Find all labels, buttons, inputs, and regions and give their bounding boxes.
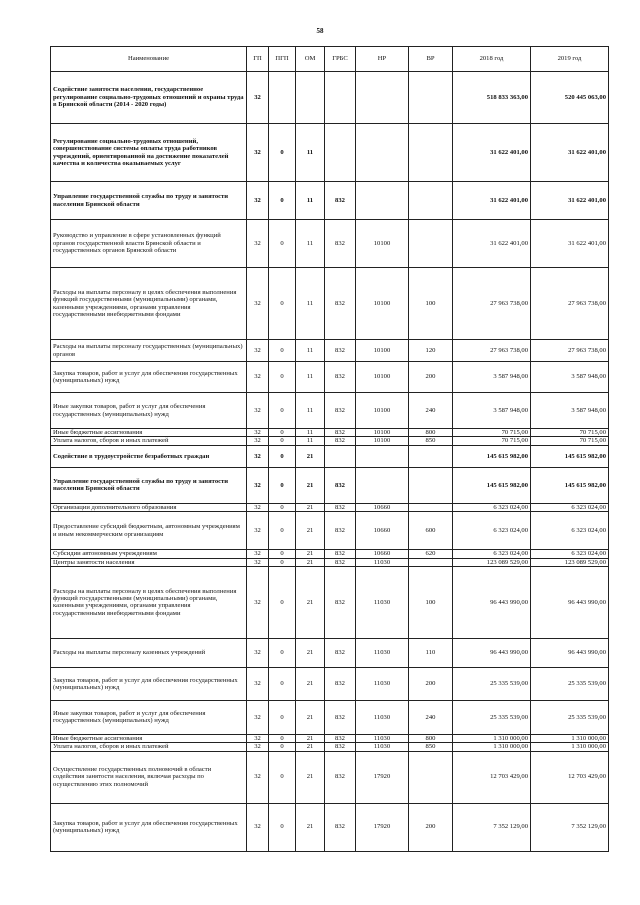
- cell-amount-2019: 7 352 129,00: [531, 803, 609, 851]
- cell-om: 21: [296, 751, 325, 803]
- cell-pgp: 0: [269, 429, 296, 437]
- cell-nr: 11030: [356, 638, 409, 667]
- cell-gp: 32: [247, 220, 269, 268]
- cell-pgp: 0: [269, 558, 296, 566]
- table-row: [51, 72, 609, 124]
- cell-gp: 32: [247, 503, 269, 511]
- cell-om: 21: [296, 667, 325, 700]
- table-row: [51, 743, 609, 751]
- cell-grbs: 832: [325, 340, 356, 362]
- cell-amount-2018: 7 352 129,00: [453, 803, 531, 851]
- cell-om: 11: [296, 437, 325, 445]
- cell-nr: 10100: [356, 362, 409, 393]
- cell-nr: 11030: [356, 566, 409, 638]
- cell-name: Закупка товаров, работ и услуг для обеспечения государственных (муниципальных) нужд: [51, 362, 247, 393]
- cell-nr: 11030: [356, 667, 409, 700]
- cell-vr: 240: [409, 700, 453, 734]
- cell-pgp: 0: [269, 700, 296, 734]
- cell-pgp: 0: [269, 124, 296, 182]
- cell-gp: 32: [247, 550, 269, 558]
- cell-nr: [356, 445, 409, 467]
- cell-grbs: 832: [325, 751, 356, 803]
- cell-grbs: 832: [325, 362, 356, 393]
- cell-pgp: 0: [269, 182, 296, 220]
- cell-gp: 32: [247, 700, 269, 734]
- cell-nr: 11030: [356, 558, 409, 566]
- cell-om: 11: [296, 429, 325, 437]
- cell-amount-2018: 31 622 401,00: [453, 124, 531, 182]
- cell-gp: 32: [247, 467, 269, 503]
- table-row: [51, 512, 609, 550]
- cell-nr: 10660: [356, 512, 409, 550]
- table-row: [51, 803, 609, 851]
- cell-grbs: 832: [325, 503, 356, 511]
- table-row: [51, 734, 609, 742]
- cell-pgp: 0: [269, 803, 296, 851]
- cell-name: Содействие занятости населения, государственное регулирование социально-трудовых отношений и охраны труда в Брянской области (2014 - 2020 годы): [51, 72, 247, 124]
- table-row: [51, 503, 609, 511]
- cell-gp: 32: [247, 182, 269, 220]
- table-row: [51, 638, 609, 667]
- cell-pgp: 0: [269, 734, 296, 742]
- cell-gp: 32: [247, 751, 269, 803]
- cell-nr: 10100: [356, 268, 409, 340]
- cell-amount-2019: 27 963 738,00: [531, 340, 609, 362]
- cell-nr: 10100: [356, 220, 409, 268]
- cell-name: Расходы на выплаты персоналу казенных учреждений: [51, 638, 247, 667]
- cell-om: 11: [296, 220, 325, 268]
- cell-amount-2018: 3 587 948,00: [453, 393, 531, 429]
- cell-grbs: 832: [325, 467, 356, 503]
- cell-pgp: 0: [269, 220, 296, 268]
- table-row: [51, 550, 609, 558]
- cell-name: Иные закупки товаров, работ и услуг для обеспечения государственных (муниципальных) нужд: [51, 700, 247, 734]
- cell-name: Закупка товаров, работ и услуг для обеспечения государственных (муниципальных) нужд: [51, 667, 247, 700]
- cell-gp: 32: [247, 566, 269, 638]
- cell-amount-2018: 96 443 990,00: [453, 638, 531, 667]
- cell-grbs: 832: [325, 743, 356, 751]
- cell-amount-2019: 96 443 990,00: [531, 638, 609, 667]
- cell-om: 21: [296, 503, 325, 511]
- cell-amount-2019: 12 703 429,00: [531, 751, 609, 803]
- cell-vr: [409, 503, 453, 511]
- cell-om: 21: [296, 566, 325, 638]
- header-name: Наименование: [51, 47, 247, 72]
- cell-amount-2018: 145 615 982,00: [453, 445, 531, 467]
- page-number: 58: [316, 27, 324, 35]
- cell-pgp: 0: [269, 566, 296, 638]
- cell-name: Расходы на выплаты персоналу в целях обеспечения выполнения функций государственными (муниципальными) органами, казенными учреждениями, органами управления государственными внебюджетными фондами: [51, 268, 247, 340]
- cell-om: 21: [296, 558, 325, 566]
- table-row: [51, 751, 609, 803]
- cell-om: 11: [296, 362, 325, 393]
- table-row: [51, 182, 609, 220]
- cell-grbs: 832: [325, 220, 356, 268]
- cell-gp: 32: [247, 393, 269, 429]
- cell-amount-2018: 25 335 539,00: [453, 667, 531, 700]
- cell-amount-2019: 96 443 990,00: [531, 566, 609, 638]
- cell-grbs: 832: [325, 393, 356, 429]
- table-row: [51, 268, 609, 340]
- cell-name: Центры занятости населения: [51, 558, 247, 566]
- cell-gp: 32: [247, 437, 269, 445]
- cell-vr: [409, 220, 453, 268]
- table-row: [51, 220, 609, 268]
- cell-nr: 10100: [356, 340, 409, 362]
- cell-nr: 11030: [356, 734, 409, 742]
- cell-amount-2019: 1 310 000,00: [531, 743, 609, 751]
- cell-name: Закупка товаров, работ и услуг для обеспечения государственных (муниципальных) нужд: [51, 803, 247, 851]
- header-grbs: ГРБС: [325, 47, 356, 72]
- cell-amount-2018: 25 335 539,00: [453, 700, 531, 734]
- cell-amount-2019: 3 587 948,00: [531, 393, 609, 429]
- header-2019: 2019 год: [531, 47, 609, 72]
- cell-name: Иные закупки товаров, работ и услуг для обеспечения государственных (муниципальных) нужд: [51, 393, 247, 429]
- cell-om: 11: [296, 182, 325, 220]
- cell-amount-2019: 70 715,00: [531, 437, 609, 445]
- cell-amount-2018: 27 963 738,00: [453, 268, 531, 340]
- cell-pgp: 0: [269, 268, 296, 340]
- cell-vr: 800: [409, 429, 453, 437]
- cell-amount-2019: 145 615 982,00: [531, 445, 609, 467]
- cell-name: Управление государственной службы по труду и занятости населения Брянской области: [51, 182, 247, 220]
- cell-vr: [409, 124, 453, 182]
- cell-name: Управление государственной службы по труду и занятости населения Брянской области: [51, 467, 247, 503]
- cell-gp: 32: [247, 512, 269, 550]
- cell-gp: 32: [247, 558, 269, 566]
- cell-om: 21: [296, 700, 325, 734]
- cell-name: Содействие в трудоустройстве безработных граждан: [51, 445, 247, 467]
- cell-gp: 32: [247, 429, 269, 437]
- cell-vr: 120: [409, 340, 453, 362]
- cell-vr: [409, 751, 453, 803]
- table-row: [51, 340, 609, 362]
- cell-nr: 11030: [356, 743, 409, 751]
- cell-amount-2019: 31 622 401,00: [531, 124, 609, 182]
- header-pgp: ПГП: [269, 47, 296, 72]
- cell-om: 11: [296, 124, 325, 182]
- cell-amount-2018: 31 622 401,00: [453, 182, 531, 220]
- cell-amount-2019: 3 587 948,00: [531, 362, 609, 393]
- cell-om: 21: [296, 512, 325, 550]
- cell-vr: 110: [409, 638, 453, 667]
- cell-grbs: 832: [325, 803, 356, 851]
- cell-om: [296, 72, 325, 124]
- cell-amount-2018: 96 443 990,00: [453, 566, 531, 638]
- cell-name: Уплата налогов, сборов и иных платежей: [51, 437, 247, 445]
- cell-name: Руководство и управление в сфере установленных функций органов государственной власти Брянской области и государственных органов Брянской области: [51, 220, 247, 268]
- cell-pgp: 0: [269, 340, 296, 362]
- cell-nr: 10100: [356, 429, 409, 437]
- cell-om: 21: [296, 467, 325, 503]
- cell-gp: 32: [247, 803, 269, 851]
- cell-grbs: 832: [325, 638, 356, 667]
- cell-amount-2018: 6 323 024,00: [453, 550, 531, 558]
- cell-amount-2018: 1 310 000,00: [453, 743, 531, 751]
- table-row: [51, 667, 609, 700]
- cell-amount-2019: 123 089 529,00: [531, 558, 609, 566]
- cell-vr: [409, 182, 453, 220]
- cell-pgp: 0: [269, 743, 296, 751]
- cell-grbs: 832: [325, 512, 356, 550]
- cell-pgp: 0: [269, 550, 296, 558]
- header-gp: ГП: [247, 47, 269, 72]
- cell-nr: 17920: [356, 751, 409, 803]
- cell-nr: [356, 467, 409, 503]
- cell-gp: 32: [247, 734, 269, 742]
- cell-amount-2018: 12 703 429,00: [453, 751, 531, 803]
- cell-nr: [356, 72, 409, 124]
- cell-nr: 10660: [356, 550, 409, 558]
- cell-amount-2019: 31 622 401,00: [531, 182, 609, 220]
- cell-grbs: 832: [325, 268, 356, 340]
- cell-grbs: [325, 72, 356, 124]
- cell-amount-2019: 25 335 539,00: [531, 700, 609, 734]
- cell-name: Осуществление государственных полномочий в области содействия занятости населения, включая расходы по осуществлению этих полномочий: [51, 751, 247, 803]
- cell-pgp: 0: [269, 751, 296, 803]
- cell-pgp: 0: [269, 467, 296, 503]
- cell-pgp: 0: [269, 393, 296, 429]
- cell-vr: [409, 72, 453, 124]
- cell-amount-2019: 70 715,00: [531, 429, 609, 437]
- cell-grbs: 832: [325, 437, 356, 445]
- cell-nr: 10100: [356, 437, 409, 445]
- cell-pgp: [269, 72, 296, 124]
- cell-nr: 10100: [356, 393, 409, 429]
- cell-amount-2018: 518 833 363,00: [453, 72, 531, 124]
- cell-pgp: 0: [269, 638, 296, 667]
- cell-vr: [409, 558, 453, 566]
- cell-nr: 10660: [356, 503, 409, 511]
- cell-amount-2019: 6 323 024,00: [531, 512, 609, 550]
- cell-vr: 850: [409, 743, 453, 751]
- cell-name: Расходы на выплаты персоналу государственных (муниципальных) органов: [51, 340, 247, 362]
- budget-table: [50, 46, 609, 852]
- cell-amount-2018: 6 323 024,00: [453, 512, 531, 550]
- cell-name: Иные бюджетные ассигнования: [51, 734, 247, 742]
- cell-amount-2018: 1 310 000,00: [453, 734, 531, 742]
- cell-gp: 32: [247, 743, 269, 751]
- cell-vr: 100: [409, 566, 453, 638]
- table-row: [51, 558, 609, 566]
- cell-amount-2018: 31 622 401,00: [453, 220, 531, 268]
- cell-gp: 32: [247, 445, 269, 467]
- cell-pgp: 0: [269, 437, 296, 445]
- cell-pgp: 0: [269, 362, 296, 393]
- cell-vr: 200: [409, 667, 453, 700]
- cell-om: 21: [296, 803, 325, 851]
- cell-amount-2018: 6 323 024,00: [453, 503, 531, 511]
- cell-amount-2019: 31 622 401,00: [531, 220, 609, 268]
- cell-amount-2018: 70 715,00: [453, 429, 531, 437]
- cell-grbs: [325, 445, 356, 467]
- cell-gp: 32: [247, 268, 269, 340]
- cell-amount-2019: 1 310 000,00: [531, 734, 609, 742]
- cell-om: 11: [296, 268, 325, 340]
- cell-nr: [356, 182, 409, 220]
- cell-amount-2019: 6 323 024,00: [531, 503, 609, 511]
- table-row: [51, 566, 609, 638]
- table-header-row: [51, 47, 609, 72]
- cell-nr: [356, 124, 409, 182]
- cell-vr: 800: [409, 734, 453, 742]
- cell-grbs: 832: [325, 429, 356, 437]
- table-row: [51, 393, 609, 429]
- table-row: [51, 437, 609, 445]
- cell-name: Предоставление субсидий бюджетным, автономным учреждениям и иным некоммерческим организациям: [51, 512, 247, 550]
- cell-om: 21: [296, 445, 325, 467]
- cell-name: Расходы на выплаты персоналу в целях обеспечения выполнения функций государственными (муниципальными) органами, казенными учреждениями, органами управления государственными внебюджетными фондами: [51, 566, 247, 638]
- cell-grbs: 832: [325, 550, 356, 558]
- cell-om: 21: [296, 734, 325, 742]
- table-row: [51, 700, 609, 734]
- table-row: [51, 362, 609, 393]
- cell-gp: 32: [247, 638, 269, 667]
- cell-gp: 32: [247, 72, 269, 124]
- cell-name: Регулирование социально-трудовых отношений, совершенствование системы оплаты труда работников учреждений, ориентированной на достижение показателей качества и количества оказываемых услуг: [51, 124, 247, 182]
- cell-grbs: 832: [325, 700, 356, 734]
- cell-om: 11: [296, 340, 325, 362]
- header-2018: 2018 год: [453, 47, 531, 72]
- cell-vr: 850: [409, 437, 453, 445]
- cell-amount-2019: 25 335 539,00: [531, 667, 609, 700]
- cell-pgp: 0: [269, 512, 296, 550]
- cell-vr: 200: [409, 803, 453, 851]
- header-vr: ВР: [409, 47, 453, 72]
- cell-om: 11: [296, 393, 325, 429]
- cell-name: Уплата налогов, сборов и иных платежей: [51, 743, 247, 751]
- header-om: ОМ: [296, 47, 325, 72]
- cell-gp: 32: [247, 362, 269, 393]
- header-nr: НР: [356, 47, 409, 72]
- cell-pgp: 0: [269, 503, 296, 511]
- cell-name: Иные бюджетные ассигнования: [51, 429, 247, 437]
- table-row: [51, 467, 609, 503]
- cell-grbs: [325, 124, 356, 182]
- cell-name: Субсидии автономным учреждениям: [51, 550, 247, 558]
- cell-gp: 32: [247, 340, 269, 362]
- cell-vr: 100: [409, 268, 453, 340]
- cell-grbs: 832: [325, 182, 356, 220]
- cell-om: 21: [296, 638, 325, 667]
- cell-pgp: 0: [269, 667, 296, 700]
- cell-om: 21: [296, 743, 325, 751]
- cell-nr: 11030: [356, 700, 409, 734]
- cell-om: 21: [296, 550, 325, 558]
- cell-grbs: 832: [325, 558, 356, 566]
- cell-amount-2018: 123 089 529,00: [453, 558, 531, 566]
- cell-nr: 17920: [356, 803, 409, 851]
- table-row: [51, 124, 609, 182]
- cell-gp: 32: [247, 124, 269, 182]
- cell-amount-2019: 27 963 738,00: [531, 268, 609, 340]
- cell-amount-2018: 27 963 738,00: [453, 340, 531, 362]
- cell-amount-2018: 3 587 948,00: [453, 362, 531, 393]
- cell-pgp: 0: [269, 445, 296, 467]
- cell-grbs: 832: [325, 667, 356, 700]
- cell-amount-2019: 520 445 063,00: [531, 72, 609, 124]
- cell-vr: 200: [409, 362, 453, 393]
- cell-grbs: 832: [325, 734, 356, 742]
- table-row: [51, 445, 609, 467]
- cell-name: Организации дополнительного образования: [51, 503, 247, 511]
- cell-vr: [409, 467, 453, 503]
- cell-amount-2018: 70 715,00: [453, 437, 531, 445]
- cell-grbs: 832: [325, 566, 356, 638]
- cell-gp: 32: [247, 667, 269, 700]
- cell-vr: 620: [409, 550, 453, 558]
- cell-amount-2019: 145 615 982,00: [531, 467, 609, 503]
- cell-amount-2018: 145 615 982,00: [453, 467, 531, 503]
- table-body: [51, 72, 609, 852]
- cell-vr: 240: [409, 393, 453, 429]
- cell-amount-2019: 6 323 024,00: [531, 550, 609, 558]
- cell-vr: [409, 445, 453, 467]
- table-row: [51, 429, 609, 437]
- cell-vr: 600: [409, 512, 453, 550]
